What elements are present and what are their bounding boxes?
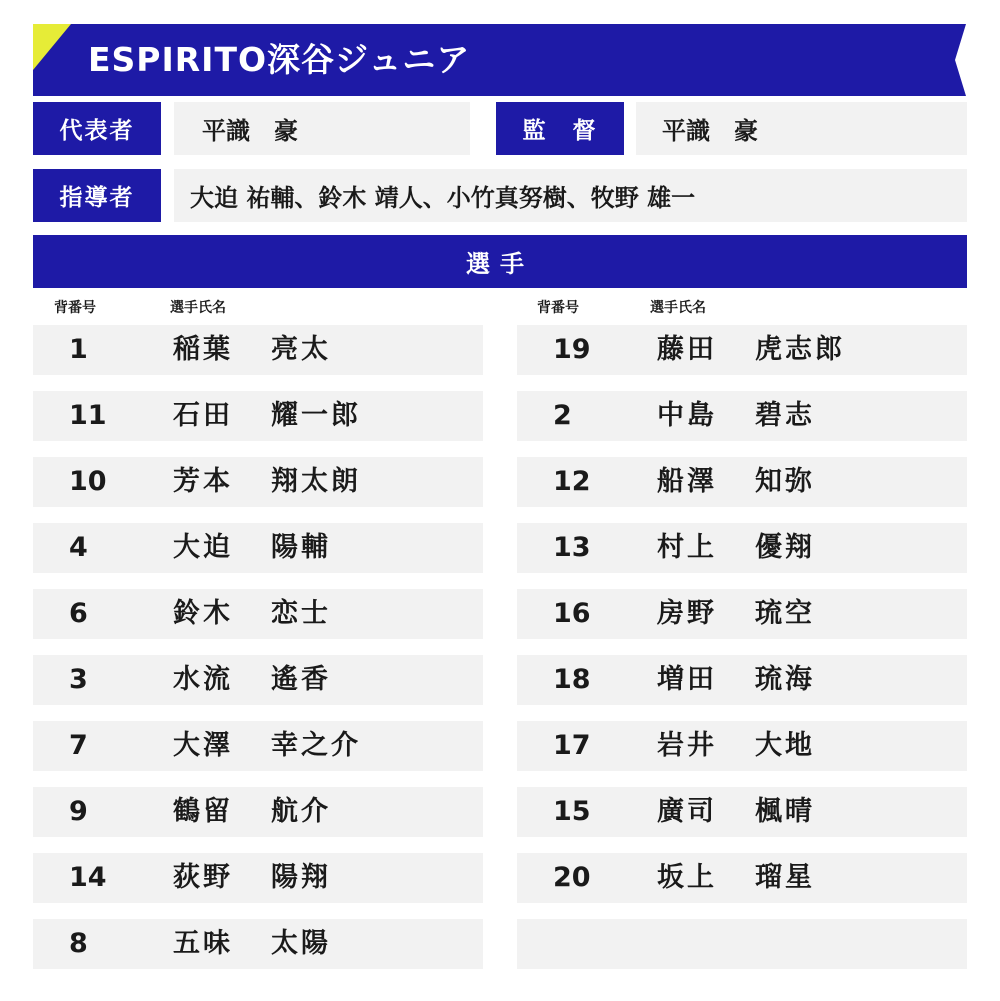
player-surname: 中島 bbox=[657, 400, 717, 431]
player-given-name: 陽翔 bbox=[271, 862, 331, 893]
player-surname: 稲葉 bbox=[173, 334, 233, 365]
player-surname: 藤田 bbox=[657, 334, 717, 365]
name-header-left: 選手氏名 bbox=[170, 300, 226, 316]
player-number: 8 bbox=[69, 928, 88, 959]
player-row bbox=[33, 655, 483, 705]
player-surname: 水流 bbox=[173, 664, 233, 695]
player-number: 16 bbox=[553, 598, 591, 629]
player-given-name: 知弥 bbox=[755, 466, 815, 497]
number-header-left: 背番号 bbox=[54, 300, 96, 316]
player-given-name: 太陽 bbox=[271, 928, 331, 959]
player-surname: 荻野 bbox=[173, 862, 233, 893]
player-number: 2 bbox=[553, 400, 572, 431]
player-row bbox=[33, 853, 483, 903]
player-surname: 大迫 bbox=[173, 532, 233, 563]
player-row bbox=[33, 589, 483, 639]
player-number: 7 bbox=[69, 730, 88, 761]
player-given-name: 琉空 bbox=[755, 598, 815, 629]
player-given-name: 陽輔 bbox=[271, 532, 331, 563]
player-given-name: 琉海 bbox=[755, 664, 815, 695]
player-given-name: 碧志 bbox=[755, 400, 815, 431]
player-surname: 船澤 bbox=[657, 466, 717, 497]
player-given-name: 大地 bbox=[755, 730, 815, 761]
player-surname: 廣司 bbox=[657, 796, 717, 827]
player-number: 12 bbox=[553, 466, 591, 497]
player-number: 14 bbox=[69, 862, 107, 893]
player-given-name: 亮太 bbox=[271, 334, 331, 365]
player-number: 1 bbox=[69, 334, 88, 365]
player-row bbox=[517, 787, 967, 837]
player-surname: 村上 bbox=[657, 532, 717, 563]
team-name: ESPIRITO深谷ジュニア bbox=[88, 40, 471, 79]
player-row bbox=[33, 919, 483, 969]
player-given-name: 航介 bbox=[271, 796, 331, 827]
players-section-title: 選手 bbox=[33, 235, 967, 288]
player-surname: 五味 bbox=[173, 928, 233, 959]
number-header-right: 背番号 bbox=[537, 300, 579, 316]
player-row bbox=[33, 457, 483, 507]
player-surname: 大澤 bbox=[173, 730, 233, 761]
player-row bbox=[517, 457, 967, 507]
title-banner bbox=[33, 24, 966, 96]
player-number: 6 bbox=[69, 598, 88, 629]
representative-label: 代表者 bbox=[33, 102, 161, 155]
player-surname: 坂上 bbox=[657, 862, 717, 893]
player-row bbox=[517, 523, 967, 573]
player-number: 13 bbox=[553, 532, 591, 563]
player-surname: 芳本 bbox=[173, 466, 233, 497]
player-surname: 石田 bbox=[173, 400, 233, 431]
coaches-names: 大迫 祐輔、鈴木 靖人、小竹真努樹、牧野 雄一 bbox=[174, 169, 967, 222]
player-row bbox=[517, 589, 967, 639]
player-given-name: 幸之介 bbox=[271, 730, 361, 761]
player-number: 19 bbox=[553, 334, 591, 365]
player-row bbox=[33, 787, 483, 837]
player-given-name: 遙香 bbox=[271, 664, 331, 695]
player-given-name: 優翔 bbox=[755, 532, 815, 563]
player-number: 10 bbox=[69, 466, 107, 497]
player-row bbox=[33, 721, 483, 771]
player-given-name: 虎志郎 bbox=[755, 334, 845, 365]
player-number: 15 bbox=[553, 796, 591, 827]
coaches-label: 指導者 bbox=[33, 169, 161, 222]
player-row bbox=[517, 853, 967, 903]
player-given-name: 瑠星 bbox=[755, 862, 815, 893]
player-number: 17 bbox=[553, 730, 591, 761]
player-row-empty bbox=[517, 919, 967, 969]
player-given-name: 翔太朗 bbox=[271, 466, 361, 497]
player-row bbox=[517, 391, 967, 441]
player-given-name: 恋士 bbox=[271, 598, 331, 629]
manager-label: 監 督 bbox=[496, 102, 624, 155]
player-number: 4 bbox=[69, 532, 88, 563]
player-given-name: 耀一郎 bbox=[271, 400, 361, 431]
player-row bbox=[33, 325, 483, 375]
name-header-right: 選手氏名 bbox=[650, 300, 706, 316]
player-number: 18 bbox=[553, 664, 591, 695]
manager-name: 平識 豪 bbox=[636, 102, 967, 155]
player-given-name: 楓晴 bbox=[755, 796, 815, 827]
player-row bbox=[33, 391, 483, 441]
player-row bbox=[517, 655, 967, 705]
player-number: 3 bbox=[69, 664, 88, 695]
player-surname: 房野 bbox=[657, 598, 717, 629]
player-surname: 鈴木 bbox=[173, 598, 233, 629]
player-number: 20 bbox=[553, 862, 591, 893]
player-surname: 岩井 bbox=[657, 730, 717, 761]
player-row bbox=[517, 325, 967, 375]
player-number: 9 bbox=[69, 796, 88, 827]
player-surname: 鶴留 bbox=[173, 796, 233, 827]
player-row bbox=[33, 523, 483, 573]
player-row bbox=[517, 721, 967, 771]
player-number: 11 bbox=[69, 400, 107, 431]
representative-name: 平識 豪 bbox=[174, 102, 470, 155]
player-surname: 増田 bbox=[657, 664, 717, 695]
